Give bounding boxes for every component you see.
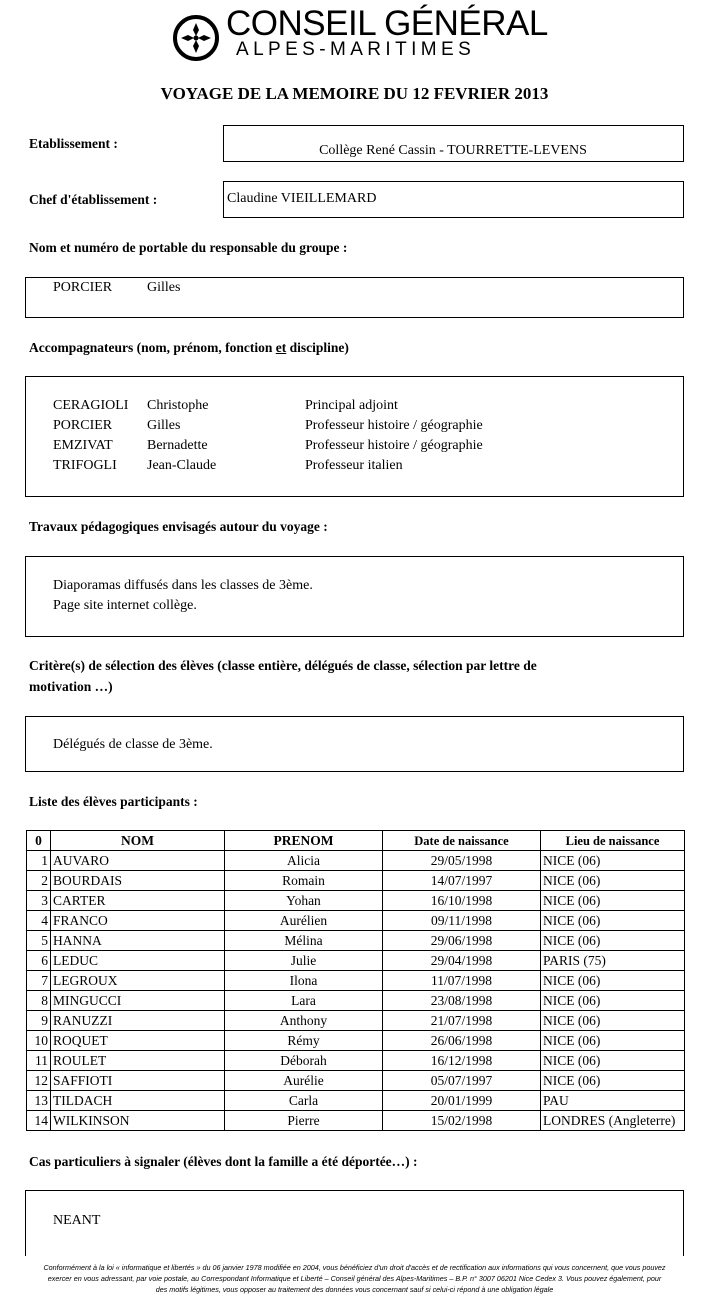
table-row: [27, 991, 685, 1011]
table-row: [27, 851, 685, 871]
cell-date: 16/10/1998: [383, 891, 541, 911]
responsable-prenom: Gilles: [147, 280, 181, 295]
footer-line-2: exercer en vous adressant, par voie postale, au Correspondant Informatique et Liberté – Conseil général des Alpes-Maritimes – B.P. n° 3007 06201 Nice Cedex 3. Vous pouvez également, pour: [47, 1274, 662, 1283]
cell-nom: ROULET: [51, 1051, 225, 1071]
criteres-field[interactable]: [25, 716, 684, 772]
cell-lieu: NICE (06): [541, 1071, 685, 1091]
cell-num: 7: [27, 971, 51, 991]
table-row: [27, 1111, 685, 1131]
travaux-field[interactable]: [25, 556, 684, 637]
cell-lieu: NICE (06): [541, 1011, 685, 1031]
cell-lieu: NICE (06): [541, 971, 685, 991]
cell-date: 29/04/1998: [383, 951, 541, 971]
accompagnateurs-label-start: Accompagnateurs (nom, prénom, fonction: [29, 340, 276, 355]
cell-num: 9: [27, 1011, 51, 1031]
table-row: [27, 931, 685, 951]
accompagnateur-nom: PORCIER: [53, 418, 113, 433]
conseil-general-emblem-icon: [172, 14, 220, 62]
table-row: [27, 871, 685, 891]
cell-prenom: Ilona: [225, 971, 383, 991]
cell-num: 12: [27, 1071, 51, 1091]
cell-prenom: Romain: [225, 871, 383, 891]
responsable-nom: PORCIER: [53, 280, 113, 295]
cell-lieu: NICE (06): [541, 1031, 685, 1051]
chef-field[interactable]: [223, 181, 684, 218]
etablissement-label: Etablissement :: [29, 136, 118, 151]
cell-num: 2: [27, 871, 51, 891]
cell-num: 5: [27, 931, 51, 951]
table-row: [27, 951, 685, 971]
cell-date: 29/06/1998: [383, 931, 541, 951]
cell-date: 20/01/1999: [383, 1091, 541, 1111]
footer-line-1: Conformément à la loi « informatique et libertés » du 06 janvier 1978 modifiée en 2004, vous bénéficiez d'un droit d'accès et de rectification aux informations qui vous concernent, que vous pouvez: [43, 1263, 666, 1272]
cell-lieu: NICE (06): [541, 991, 685, 1011]
cell-prenom: Carla: [225, 1091, 383, 1111]
cell-lieu: LONDRES (Angleterre): [541, 1111, 685, 1131]
cell-num: 6: [27, 951, 51, 971]
accompagnateurs-field[interactable]: [25, 376, 684, 497]
cell-nom: SAFFIOTI: [51, 1071, 225, 1091]
accompagnateurs-label-end: discipline): [286, 340, 349, 355]
cell-num: 13: [27, 1091, 51, 1111]
cell-date: 26/06/1998: [383, 1031, 541, 1051]
cell-lieu: NICE (06): [541, 1051, 685, 1071]
column-header-num: 0: [27, 831, 51, 851]
column-header-date: Date de naissance: [383, 831, 541, 851]
cell-date: 16/12/1998: [383, 1051, 541, 1071]
cell-nom: TILDACH: [51, 1091, 225, 1111]
travaux-label: Travaux pédagogiques envisagés autour du voyage :: [29, 519, 328, 534]
criteres-label-line-2: motivation …): [29, 679, 113, 694]
criteres-label-line-1: Critère(s) de sélection des élèves (classe entière, délégués de classe, sélection par lettre de: [29, 658, 537, 673]
cell-prenom: Alicia: [225, 851, 383, 871]
cell-nom: BOURDAIS: [51, 871, 225, 891]
table-row: [27, 971, 685, 991]
accompagnateur-prenom: Gilles: [147, 418, 181, 433]
column-header-prenom: PRENOM: [225, 831, 383, 851]
accompagnateur-nom: EMZIVAT: [53, 438, 113, 453]
table-header-row: [27, 831, 685, 851]
cell-nom: ROQUET: [51, 1031, 225, 1051]
accompagnateur-prenom: Christophe: [147, 398, 209, 413]
table-row: [27, 1071, 685, 1091]
cell-date: 15/02/1998: [383, 1111, 541, 1131]
responsable-label: Nom et numéro de portable du responsable du groupe :: [29, 240, 348, 255]
cell-prenom: Lara: [225, 991, 383, 1011]
cell-date: 05/07/1997: [383, 1071, 541, 1091]
cell-nom: WILKINSON: [51, 1111, 225, 1131]
students-table: [26, 830, 685, 1131]
cell-lieu: PARIS (75): [541, 951, 685, 971]
column-header-lieu: Lieu de naissance: [541, 831, 685, 851]
cell-lieu: PAU: [541, 1091, 685, 1111]
table-row: [27, 1051, 685, 1071]
cell-nom: RANUZZI: [51, 1011, 225, 1031]
cell-prenom: Yohan: [225, 891, 383, 911]
table-row: [27, 1031, 685, 1051]
cell-num: 4: [27, 911, 51, 931]
cell-num: 11: [27, 1051, 51, 1071]
etablissement-field[interactable]: [223, 125, 684, 162]
chef-label: Chef d'établissement :: [29, 192, 158, 207]
cell-nom: FRANCO: [51, 911, 225, 931]
cell-num: 3: [27, 891, 51, 911]
cell-nom: HANNA: [51, 931, 225, 951]
accompagnateur-fonction: Professeur histoire / géographie: [305, 418, 483, 433]
travaux-line-2: Page site internet collège.: [53, 598, 197, 613]
cell-date: 29/05/1998: [383, 851, 541, 871]
cell-prenom: Pierre: [225, 1111, 383, 1131]
table-row: [27, 1091, 685, 1111]
cell-nom: LEDUC: [51, 951, 225, 971]
cell-num: 14: [27, 1111, 51, 1131]
table-row: [27, 911, 685, 931]
cell-nom: MINGUCCI: [51, 991, 225, 1011]
cas-field[interactable]: [25, 1190, 684, 1256]
cell-date: 23/08/1998: [383, 991, 541, 1011]
cell-prenom: Julie: [225, 951, 383, 971]
cell-lieu: NICE (06): [541, 891, 685, 911]
accompagnateur-prenom: Jean-Claude: [147, 458, 217, 473]
cell-date: 09/11/1998: [383, 911, 541, 931]
cell-lieu: NICE (06): [541, 931, 685, 951]
responsable-field[interactable]: [25, 277, 684, 318]
cell-prenom: Rémy: [225, 1031, 383, 1051]
privacy-footer: [20, 1262, 689, 1295]
cell-prenom: Mélina: [225, 931, 383, 951]
footer-line-3: des motifs légitimes, vous opposer au traitement des données vous concernant sauf si celui-ci répond à une obligation légale: [155, 1285, 554, 1294]
cell-lieu: NICE (06): [541, 871, 685, 891]
cell-nom: CARTER: [51, 891, 225, 911]
eleves-label: Liste des élèves participants :: [29, 794, 198, 809]
cell-prenom: Déborah: [225, 1051, 383, 1071]
cell-num: 8: [27, 991, 51, 1011]
accompagnateurs-label-et: et: [275, 340, 287, 355]
cas-value: NEANT: [53, 1213, 101, 1228]
accompagnateur-nom: TRIFOGLI: [53, 458, 117, 473]
etablissement-value: Collège René Cassin - TOURRETTE-LEVENS: [319, 143, 587, 158]
criteres-value: Délégués de classe de 3ème.: [53, 737, 213, 752]
accompagnateur-fonction: Professeur histoire / géographie: [305, 438, 483, 453]
document-title: VOYAGE DE LA MEMOIRE DU 12 FEVRIER 2013: [160, 84, 549, 103]
accompagnateur-fonction: Professeur italien: [305, 458, 403, 473]
cell-num: 1: [27, 851, 51, 871]
accompagnateurs-label: [29, 340, 349, 356]
cell-prenom: Aurélie: [225, 1071, 383, 1091]
cell-date: 21/07/1998: [383, 1011, 541, 1031]
cell-num: 10: [27, 1031, 51, 1051]
cell-lieu: NICE (06): [541, 851, 685, 871]
column-header-nom: NOM: [51, 831, 225, 851]
travaux-line-1: Diaporamas diffusés dans les classes de 3ème.: [53, 578, 313, 593]
logo-title: CONSEIL GÉNÉRAL: [226, 4, 548, 43]
cell-nom: AUVARO: [51, 851, 225, 871]
table-row: [27, 891, 685, 911]
cell-prenom: Aurélien: [225, 911, 383, 931]
cell-date: 11/07/1998: [383, 971, 541, 991]
accompagnateur-nom: CERAGIOLI: [53, 398, 129, 413]
cell-date: 14/07/1997: [383, 871, 541, 891]
chef-value: Claudine VIEILLEMARD: [227, 191, 377, 206]
accompagnateur-prenom: Bernadette: [147, 438, 208, 453]
cell-prenom: Anthony: [225, 1011, 383, 1031]
cell-nom: LEGROUX: [51, 971, 225, 991]
table-row: [27, 1011, 685, 1031]
cas-label: Cas particuliers à signaler (élèves dont la famille a été déportée…) :: [29, 1154, 418, 1169]
cell-lieu: NICE (06): [541, 911, 685, 931]
accompagnateur-fonction: Principal adjoint: [305, 398, 398, 413]
logo-subtitle: ALPES-MARITIMES: [236, 39, 476, 60]
